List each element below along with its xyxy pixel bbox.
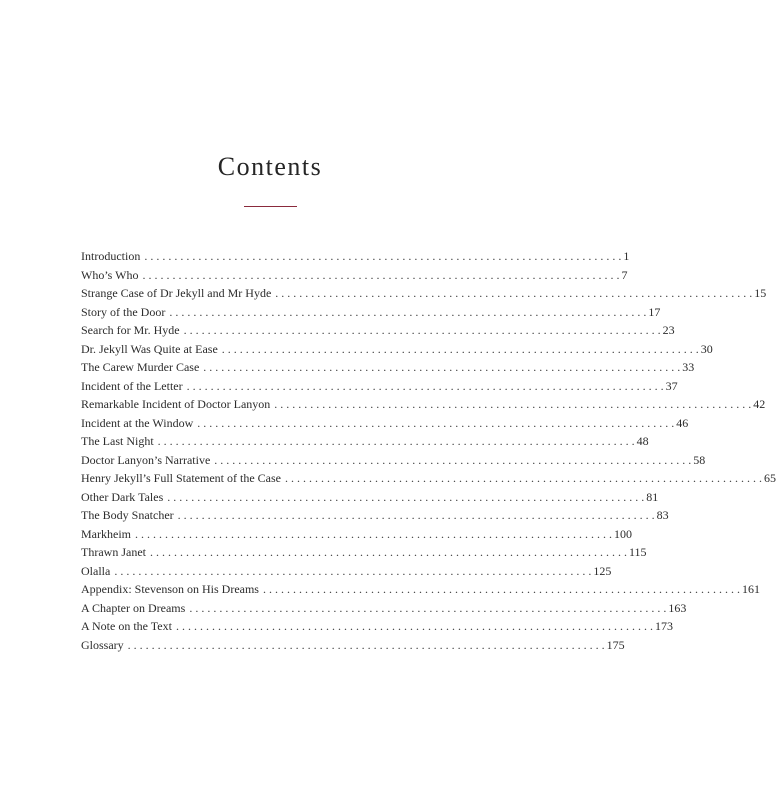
toc-entry-title: Henry Jekyll’s Full Statement of the Case [81, 471, 281, 485]
toc-entry[interactable] [81, 488, 659, 507]
dot-leader: . . . . . . . . . . . . . . . . . . . . . . . . . . . . . . . . . . . . . . . . . . . . . . . . . . . . . . . . . . . . . . . . . . . . . . . . . . . . . . . . [157, 434, 635, 448]
toc-entry[interactable] [81, 506, 669, 525]
toc-entry-title: Incident at the Window [81, 415, 194, 430]
dot-leader: . . . . . . . . . . . . . . . . . . . . . . . . . . . . . . . . . . . . . . . . . . . . . . . . . . . . . . . . . . . . . . . . . . . . . . . . . . . . . . . . [142, 267, 620, 282]
toc-entry-page-number: 46 [676, 415, 689, 430]
dot-leader: . . . . . . . . . . . . . . . . . . . . . . . . . . . . . . . . . . . . . . . . . . . . . . . . . . . . . . . . . . . . . . . . . . . . . . . . . . . . . . . . [214, 452, 692, 467]
toc-entry-page-number: 23 [662, 323, 675, 337]
toc-entry-title: The Carew Murder Case [81, 360, 200, 374]
toc-entry-title: Strange Case of Dr Jekyll and Mr Hyde [81, 286, 272, 300]
toc-entry-page-number: 42 [753, 397, 766, 411]
toc-entry[interactable] [81, 321, 675, 340]
toc-entry[interactable] [81, 580, 760, 599]
toc-entry-title: Thrawn Janet [81, 545, 146, 559]
toc-entry-title: Other Dark Tales [81, 489, 164, 504]
toc-entry-page-number: 37 [665, 378, 678, 393]
toc-entry[interactable] [81, 432, 649, 451]
dot-leader: . . . . . . . . . . . . . . . . . . . . . . . . . . . . . . . . . . . . . . . . . . . . . . . . . . . . . . . . . . . . . . . . . . . . . . . . . . . . . . . . [186, 378, 664, 393]
toc-entry[interactable] [81, 636, 625, 655]
toc-entry[interactable] [81, 284, 767, 303]
toc-entry-page-number: 161 [741, 582, 760, 596]
toc-entry[interactable] [81, 266, 628, 285]
toc-entry-page-number: 15 [754, 286, 767, 300]
toc-entry[interactable] [81, 525, 632, 544]
toc-entry-page-number: 115 [628, 545, 647, 559]
dot-leader: . . . . . . . . . . . . . . . . . . . . . . . . . . . . . . . . . . . . . . . . . . . . . . . . . . . . . . . . . . . . . . . . . . . . . . . . . . . . . . . . [203, 360, 681, 374]
toc-entry[interactable] [81, 617, 673, 636]
toc-entry-title: Appendix: Stevenson on His Dreams [81, 582, 259, 596]
dot-leader: . . . . . . . . . . . . . . . . . . . . . . . . . . . . . . . . . . . . . . . . . . . . . . . . . . . . . . . . . . . . . . . . . . . . . . . . . . . . . . . . [284, 471, 762, 485]
toc-entry-title: Olalla [81, 563, 111, 578]
toc-entry-page-number: 30 [700, 341, 713, 356]
toc-entry-title: Markheim [81, 526, 131, 541]
toc-entry[interactable] [81, 469, 776, 488]
dot-leader: . . . . . . . . . . . . . . . . . . . . . . . . . . . . . . . . . . . . . . . . . . . . . . . . . . . . . . . . . . . . . . . . . . . . . . . . . . . . . . . . [183, 323, 661, 337]
toc-entry-title: A Chapter on Dreams [81, 600, 186, 615]
toc-entry[interactable] [81, 562, 612, 581]
toc-entry-page-number: 81 [646, 489, 659, 504]
toc-entry[interactable] [81, 377, 678, 396]
toc-entry-title: Remarkable Incident of Doctor Lanyon [81, 397, 271, 411]
toc-entry-page-number: 100 [614, 526, 632, 541]
toc-entry-page-number: 7 [621, 267, 628, 282]
toc-entry-page-number: 58 [693, 452, 706, 467]
toc-entry-title: Dr. Jekyll Was Quite at Ease [81, 341, 218, 356]
toc-entry-page-number: 173 [654, 619, 673, 633]
toc-entry-page-number: 83 [656, 508, 669, 522]
toc-entry-title: Search for Mr. Hyde [81, 323, 180, 337]
title-divider [244, 206, 297, 207]
toc-entry-page-number: 125 [593, 563, 612, 578]
dot-leader: . . . . . . . . . . . . . . . . . . . . . . . . . . . . . . . . . . . . . . . . . . . . . . . . . . . . . . . . . . . . . . . . . . . . . . . . . . . . . . . . [114, 563, 592, 578]
toc-entry-page-number: 48 [636, 434, 649, 448]
dot-leader: . . . . . . . . . . . . . . . . . . . . . . . . . . . . . . . . . . . . . . . . . . . . . . . . . . . . . . . . . . . . . . . . . . . . . . . . . . . . . . . . [135, 526, 612, 541]
toc-entry-page-number: 175 [606, 637, 625, 652]
table-of-contents [81, 247, 776, 654]
dot-leader: . . . . . . . . . . . . . . . . . . . . . . . . . . . . . . . . . . . . . . . . . . . . . . . . . . . . . . . . . . . . . . . . . . . . . . . . . . . . . . . . [221, 341, 699, 356]
toc-entry-title: The Last Night [81, 434, 154, 448]
toc-entry[interactable] [81, 340, 713, 359]
toc-entry-title: Doctor Lanyon’s Narrative [81, 452, 211, 467]
toc-entry[interactable] [81, 599, 687, 618]
toc-entry-title: A Note on the Text [81, 619, 172, 633]
toc-entry-title: Incident of the Letter [81, 378, 183, 393]
page-title: Contents [217, 152, 323, 181]
dot-leader: . . . . . . . . . . . . . . . . . . . . . . . . . . . . . . . . . . . . . . . . . . . . . . . . . . . . . . . . . . . . . . . . . . . . . . . . . . . . . . . . [189, 600, 667, 615]
toc-entry[interactable] [81, 303, 661, 322]
toc-entry-title: Who’s Who [81, 267, 139, 282]
toc-entry-title: Introduction [81, 249, 141, 263]
toc-entry[interactable] [81, 543, 647, 562]
dot-leader: . . . . . . . . . . . . . . . . . . . . . . . . . . . . . . . . . . . . . . . . . . . . . . . . . . . . . . . . . . . . . . . . . . . . . . . . . . . . . . . . [177, 508, 655, 522]
dot-leader: . . . . . . . . . . . . . . . . . . . . . . . . . . . . . . . . . . . . . . . . . . . . . . . . . . . . . . . . . . . . . . . . . . . . . . . . . . . . . . . . [274, 397, 752, 411]
toc-entry-page-number: 33 [682, 360, 695, 374]
dot-leader: . . . . . . . . . . . . . . . . . . . . . . . . . . . . . . . . . . . . . . . . . . . . . . . . . . . . . . . . . . . . . . . . . . . . . . . . . . . . . . . . [262, 582, 740, 596]
dot-leader: . . . . . . . . . . . . . . . . . . . . . . . . . . . . . . . . . . . . . . . . . . . . . . . . . . . . . . . . . . . . . . . . . . . . . . . . . . . . . . . . [167, 489, 645, 504]
dot-leader: . . . . . . . . . . . . . . . . . . . . . . . . . . . . . . . . . . . . . . . . . . . . . . . . . . . . . . . . . . . . . . . . . . . . . . . . . . . . . . . . [169, 304, 647, 319]
dot-leader: . . . . . . . . . . . . . . . . . . . . . . . . . . . . . . . . . . . . . . . . . . . . . . . . . . . . . . . . . . . . . . . . . . . . . . . . . . . . . . . . [149, 545, 627, 559]
toc-entry-title: The Body Snatcher [81, 508, 174, 522]
toc-entry-title: Glossary [81, 637, 124, 652]
toc-entry-page-number: 163 [668, 600, 687, 615]
toc-entry[interactable] [81, 247, 630, 266]
toc-entry-page-number: 1 [623, 249, 630, 263]
toc-entry-title: Story of the Door [81, 304, 166, 319]
toc-entry[interactable] [81, 451, 706, 470]
toc-entry-page-number: 17 [648, 304, 661, 319]
toc-entry[interactable] [81, 414, 689, 433]
toc-entry[interactable] [81, 358, 695, 377]
dot-leader: . . . . . . . . . . . . . . . . . . . . . . . . . . . . . . . . . . . . . . . . . . . . . . . . . . . . . . . . . . . . . . . . . . . . . . . . . . . . . . . . [197, 415, 675, 430]
dot-leader: . . . . . . . . . . . . . . . . . . . . . . . . . . . . . . . . . . . . . . . . . . . . . . . . . . . . . . . . . . . . . . . . . . . . . . . . . . . . . . . . [275, 286, 753, 300]
dot-leader: . . . . . . . . . . . . . . . . . . . . . . . . . . . . . . . . . . . . . . . . . . . . . . . . . . . . . . . . . . . . . . . . . . . . . . . . . . . . . . . . [127, 637, 605, 652]
dot-leader: . . . . . . . . . . . . . . . . . . . . . . . . . . . . . . . . . . . . . . . . . . . . . . . . . . . . . . . . . . . . . . . . . . . . . . . . . . . . . . . . [144, 249, 622, 263]
dot-leader: . . . . . . . . . . . . . . . . . . . . . . . . . . . . . . . . . . . . . . . . . . . . . . . . . . . . . . . . . . . . . . . . . . . . . . . . . . . . . . . . [175, 619, 653, 633]
toc-entry-page-number: 65 [763, 471, 776, 485]
toc-entry[interactable] [81, 395, 766, 414]
